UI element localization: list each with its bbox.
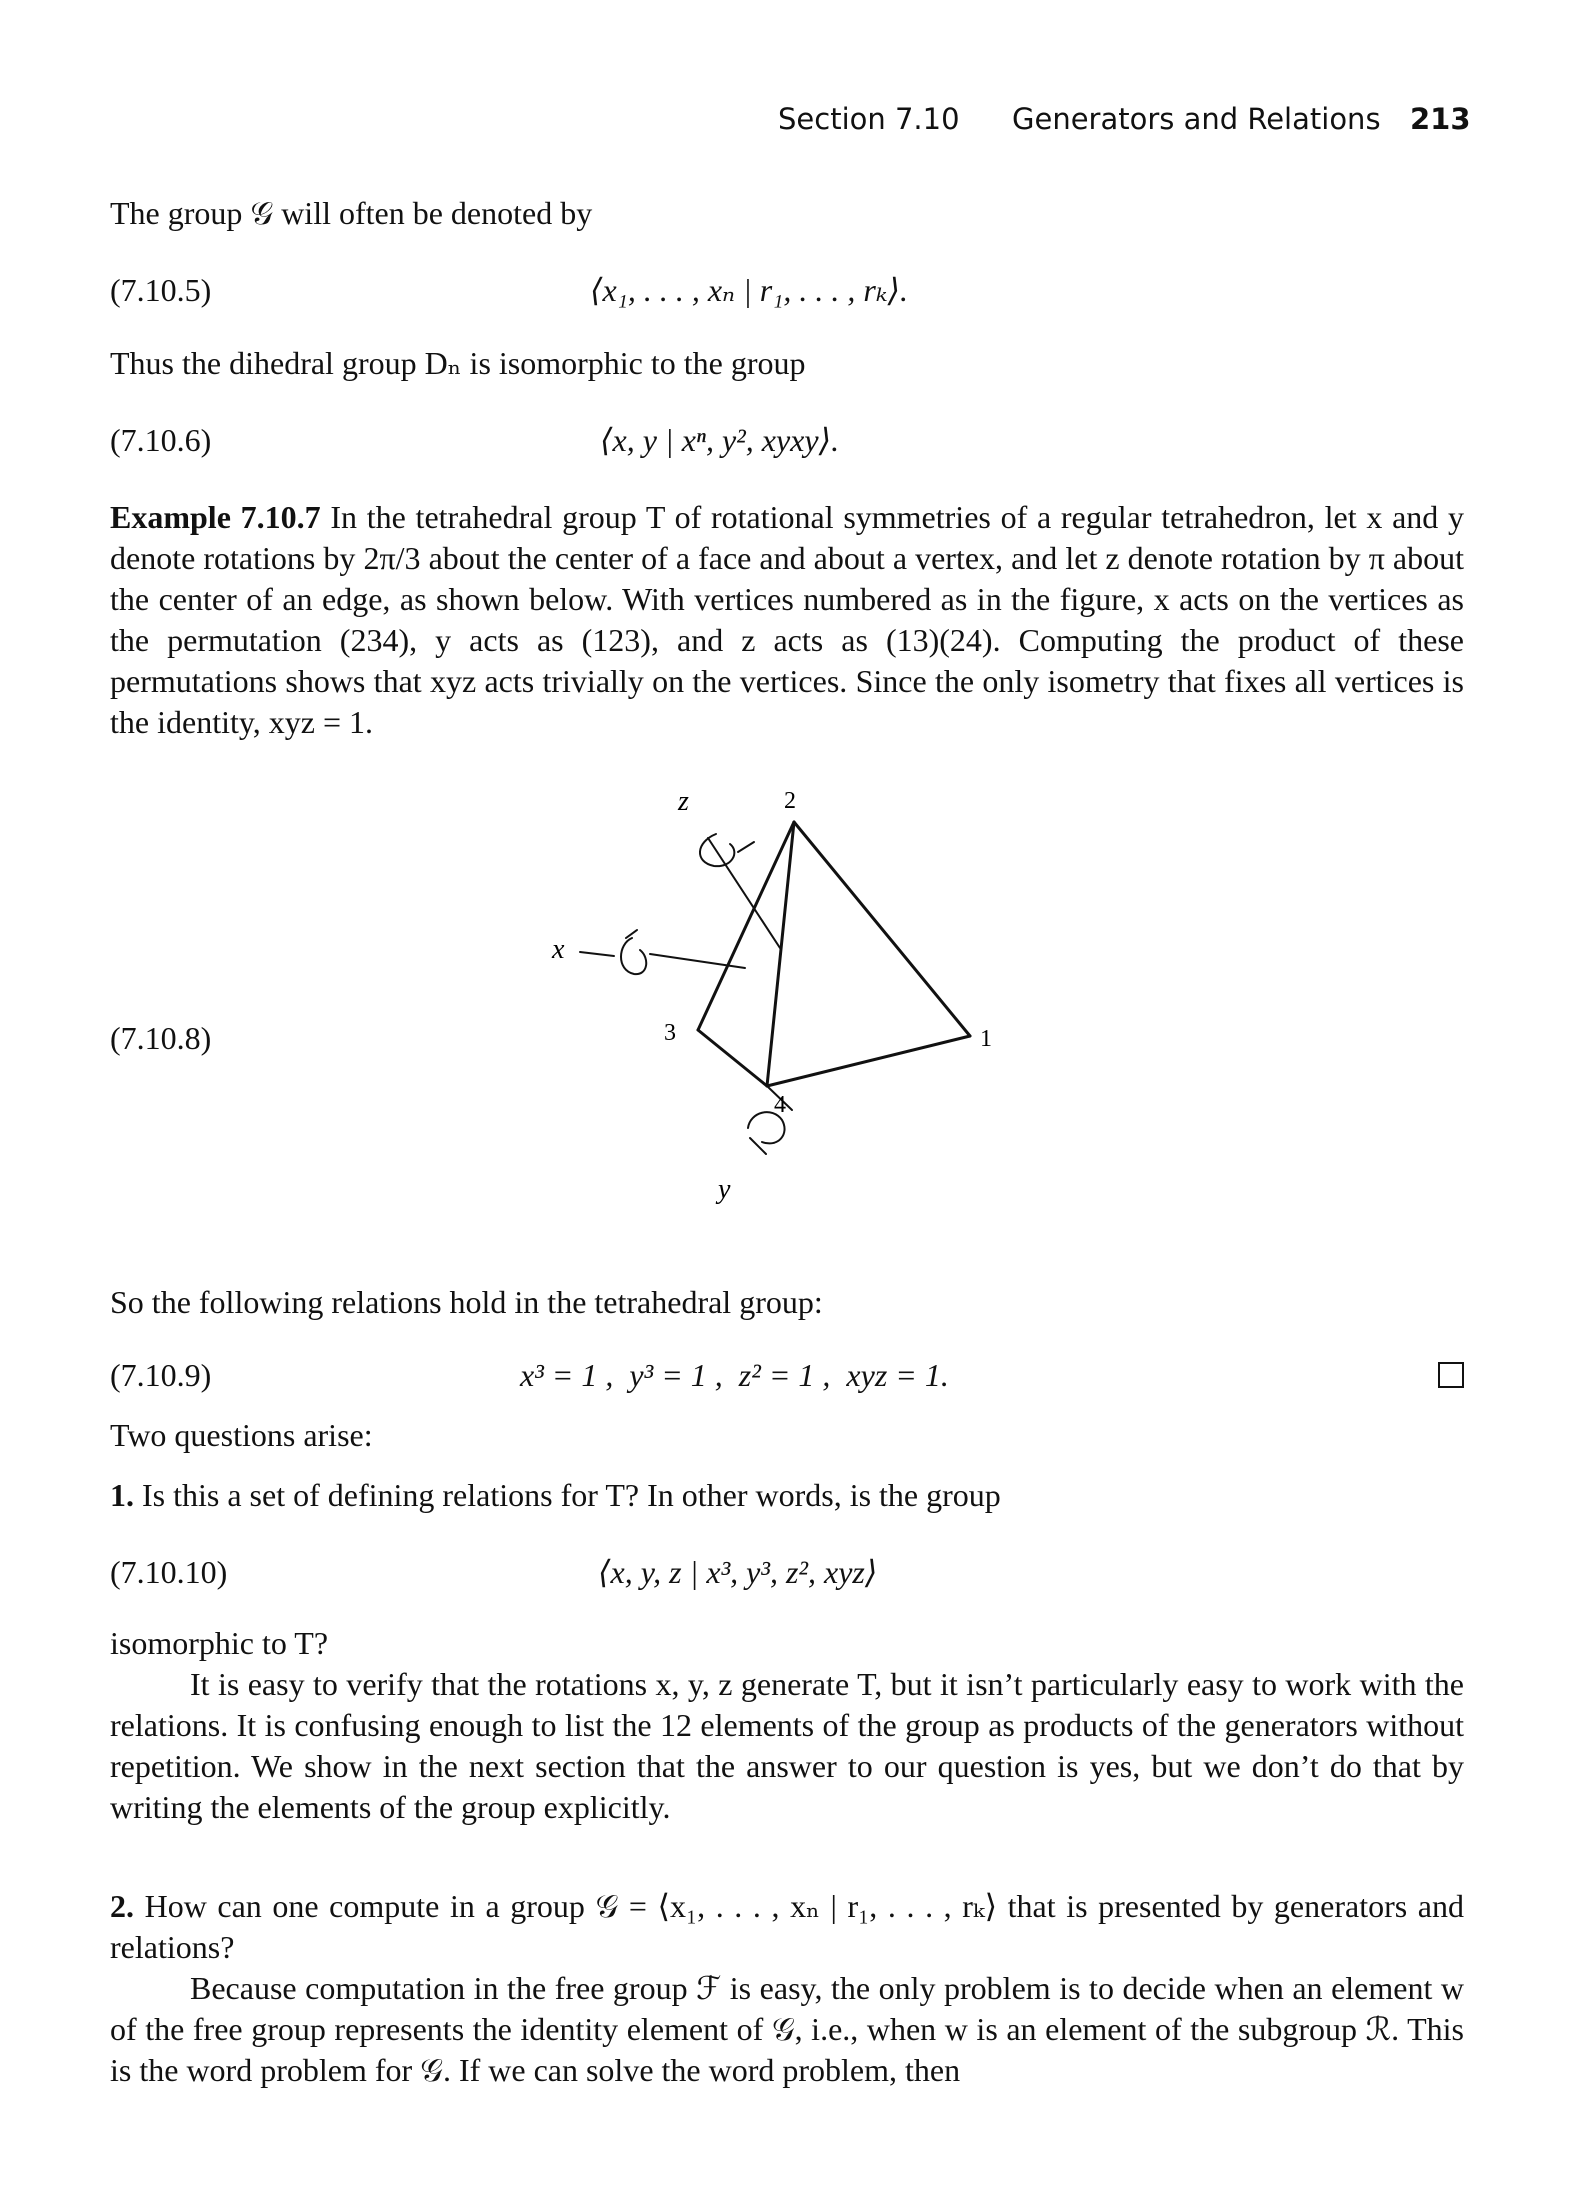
paragraph-easy: It is easy to verify that the rotations x, y, z generate T, but it isn’t particularly easy to work with the relations. It is confusing enough to list the 12 elements of the group as products of the generators without repetition. We show in the next section that the answer to our question is yes, but we don’t do that by writing the elements of the group explicitly.: [110, 1666, 1464, 1825]
line-isomorphic: isomorphic to T?: [110, 1625, 329, 1661]
line-relations: So the following relations hold in the tetrahedral group:: [110, 1284, 823, 1320]
example-label: Example 7.10.7: [110, 499, 321, 535]
question-1: [110, 1475, 1001, 1516]
two-questions: Two questions arise:: [110, 1417, 373, 1453]
line-denoted: The group 𝒢 will often be denoted by: [110, 195, 593, 231]
edge-2-1: [794, 822, 970, 1036]
edge-2-3: [698, 822, 794, 1030]
vertex-label-4: 4: [774, 1092, 786, 1118]
question-2-text: How can one compute in a group 𝒢 = ⟨x₁, . . . , xₙ | r₁, . . . , rₖ⟩ that is presented by generators and relations?: [110, 1888, 1464, 1965]
edge-4-1: [767, 1036, 970, 1086]
eq-7-10-5-label: (7.10.5): [110, 272, 212, 308]
qed-box: [1438, 1362, 1464, 1388]
edge-3-4: [698, 1030, 767, 1086]
eq-7-10-5: ⟨x₁, . . . , xₙ | r₁, . . . , rₖ⟩.: [590, 272, 908, 308]
eq-7-10-9: x³ = 1 , y³ = 1 , z² = 1 , xyz = 1.: [520, 1357, 949, 1393]
z-rotation-arrow: [700, 834, 734, 866]
running-header-section: Section 7.10: [778, 102, 960, 136]
vertex-label-3: 3: [664, 1020, 676, 1046]
eq-7-10-6-label: (7.10.6): [110, 422, 212, 458]
axis-label-y: y: [718, 1174, 731, 1205]
example-7-10-7: [110, 497, 1464, 743]
vertex-label-1: 1: [980, 1026, 992, 1052]
eq-7-10-10-label: (7.10.10): [110, 1554, 228, 1590]
line-dihedral: Thus the dihedral group Dₙ is isomorphic to the group: [110, 345, 806, 381]
tetrahedron-figure: [540, 780, 1020, 1240]
paragraph-free-group: Because computation in the free group ℱ is easy, the only problem is to decide when an element w of the free group represents the identity element of 𝒢, i.e., when w is an element of the subgroup ℛ. This is the word problem for 𝒢. If we can solve the word problem, then: [110, 1970, 1464, 2088]
question-1-number: 1.: [110, 1477, 134, 1513]
running-header-title: Generators and Relations: [1012, 102, 1381, 136]
example-body: In the tetrahedral group T of rotational symmetries of a regular tetrahedron, let x and y denote rotations by 2π/3 about the center of a face and about a vertex, and let z denote rotation by π about the center of an edge, as shown below. With vertices numbered as in the figure, x acts on the vertices as the permutation (234), y acts as (123), and z acts as (13)(24). Computing the product of these permutations shows that xyz acts trivially on the vertices. Since the only isometry that fixes all vertices is the identity, xyz = 1.: [110, 499, 1465, 740]
question-1-text: Is this a set of defining relations for T? In other words, is the group: [142, 1477, 1001, 1513]
x-rotation-arrow: [621, 938, 646, 974]
page-number: 213: [1410, 102, 1471, 136]
axis-label-x: x: [552, 934, 565, 965]
eq-7-10-9-label: (7.10.9): [110, 1357, 212, 1393]
edge-2-4: [767, 822, 794, 1086]
eq-7-10-6: ⟨x, y | xⁿ, y², xyxy⟩.: [600, 422, 840, 458]
question-2-number: 2.: [110, 1888, 134, 1924]
eq-7-10-10: ⟨x, y, z | x³, y³, z², xyz⟩: [598, 1554, 878, 1590]
vertex-label-2: 2: [784, 788, 796, 814]
question-2: [110, 1886, 1464, 1968]
axis-label-z: z: [678, 786, 689, 817]
fig-7-10-8-label: (7.10.8): [110, 1020, 212, 1056]
